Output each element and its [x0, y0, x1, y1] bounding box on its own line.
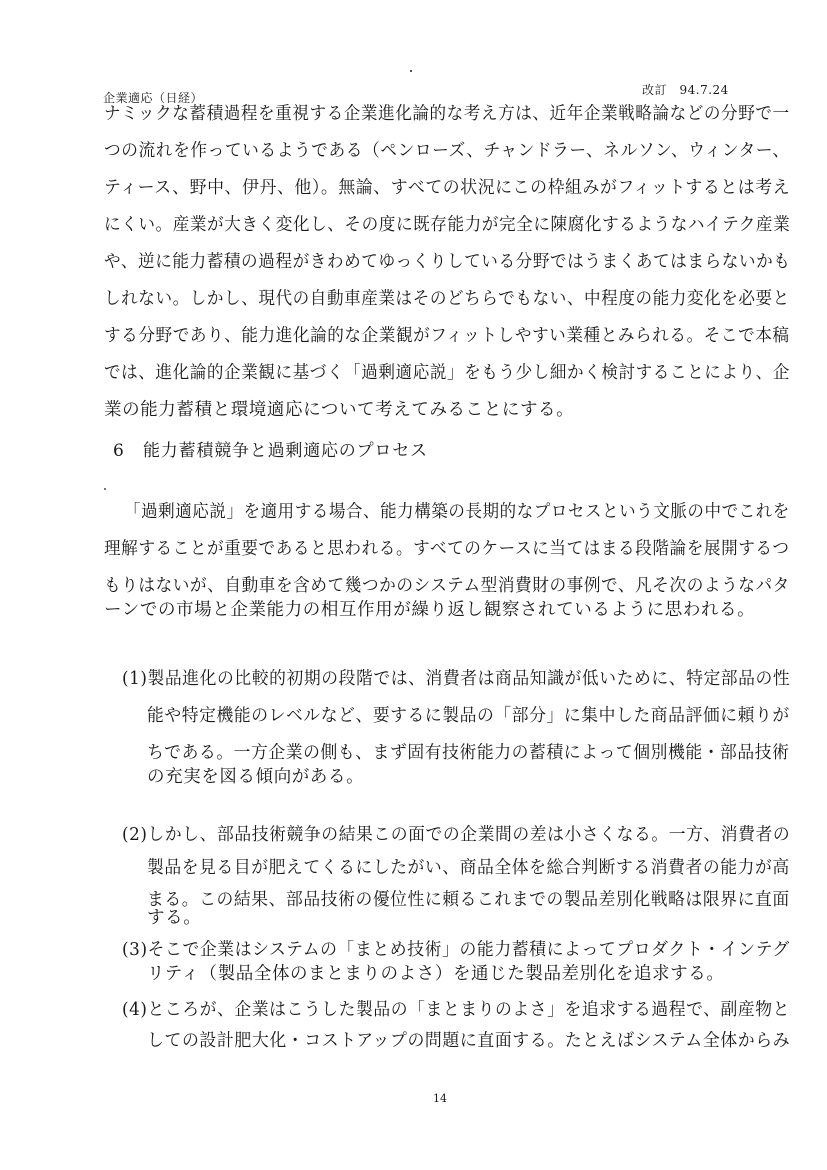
- paragraph1-line: 業の能力蓄積と環境適応について考えてみることにする。: [104, 400, 575, 420]
- list-marker: (3): [122, 940, 148, 960]
- paragraph1-line: しれない。しかし、現代の自動車産業はそのどちらでもない、中程度の能力変化を必要と: [104, 289, 790, 309]
- list-line: ちである。一方企業の側も、まず固有技術能力の蓄積によって個別機能・部品技術: [147, 743, 790, 763]
- paragraph1-line: ティース、野中、伊丹、他）。無論、すべての状況にこの枠組みがフィットするとは考え: [104, 178, 791, 198]
- paragraph1-line: にくい。産業が大きく変化し、その度に既存能力が完全に陳腐化するようなハイテク産業: [104, 215, 791, 235]
- list-item-1: [122, 669, 790, 689]
- list-item-3: [122, 940, 790, 960]
- header-right: 改訂 94.7.24: [642, 83, 729, 97]
- list-item-4: [122, 1000, 790, 1020]
- scan-speck: [410, 70, 412, 72]
- list-item-2: [122, 825, 790, 845]
- list-line: する。: [147, 908, 202, 928]
- list-marker: (4): [122, 1000, 148, 1020]
- paragraph1-line: する分野であり、能力進化論的な企業観がフィットしやすい業種とみられる。そこで本稿: [104, 326, 790, 346]
- list-line: リティ（製品全体のまとまりのよさ）を通じた製品差別化を追求する。: [147, 964, 725, 984]
- list-line: しての設計肥大化・コストアップの問題に直面する。たとえばシステム全体からみ: [147, 1031, 791, 1051]
- list-line: まる。この結果、部品技術の優位性に頼るこれまでの製品差別化戦略は限界に直面: [147, 890, 790, 910]
- paragraph1-line: や、逆に能力蓄積の過程がきわめてゆっくりしている分野ではうまくあてはまらないかも: [104, 252, 791, 272]
- list-line: 製品進化の比較的初期の段階では、消費者は商品知識が低いために、特定部品の性: [147, 669, 791, 689]
- section-number: 6: [113, 441, 125, 461]
- section-heading: [113, 441, 428, 461]
- paragraph2-line: もりはないが、自動車を含めて幾つかのシステム型消費財の事例で、凡そ次のようなパタ: [104, 576, 790, 596]
- section-title: 能力蓄積競争と過剰適応のプロセス: [143, 441, 428, 461]
- header-left: 企業適応（日経）: [103, 91, 204, 105]
- paragraph2-line: 「過剰適応説」を適用する場合、能力構築の長期的なプロセスという文脈の中でこれを: [124, 502, 790, 522]
- scan-speck: [104, 488, 106, 490]
- paragraph1-line: では、進化論的企業観に基づく「過剰適応説」をもう少し細かく検討することにより、企: [104, 363, 790, 383]
- list-marker: (2): [122, 825, 148, 845]
- list-line: 能や特定機能のレベルなど、要するに製品の「部分」に集中した商品評価に頼りが: [147, 706, 790, 726]
- paragraph2-line: ーンでの市場と企業能力の相互作用が繰り返し観察されているように思われる。: [104, 600, 756, 620]
- list-line: ところが、企業はこうした製品の「まとまりのよさ」を追求する過程で、副産物と: [147, 1000, 790, 1020]
- list-line: の充実を図る傾向がある。: [147, 767, 365, 787]
- list-line: そこで企業はシステムの「まとめ技術」の能力蓄積によってプロダクト・インテグ: [147, 940, 790, 960]
- page-number: 14: [433, 1092, 447, 1105]
- list-marker: (1): [122, 669, 148, 689]
- paragraph1-line: ナミックな蓄積過程を重視する企業進化論的な考え方は、近年企業戦略論などの分野で一: [104, 104, 790, 124]
- paragraph2-line: 理解することが重要であると思われる。すべてのケースに当てはまる段階論を展開するつ: [104, 539, 790, 559]
- list-line: しかし、部品技術競争の結果この面での企業間の差は小さくなる。一方、消費者の: [147, 825, 791, 845]
- paragraph1-line: つの流れを作っているようである（ペンローズ、チャンドラー、ネルソン、ウィンター、: [104, 141, 790, 161]
- list-line: 製品を見る目が肥えてくるにしたがい、商品全体を総合判断する消費者の能力が高: [147, 858, 790, 878]
